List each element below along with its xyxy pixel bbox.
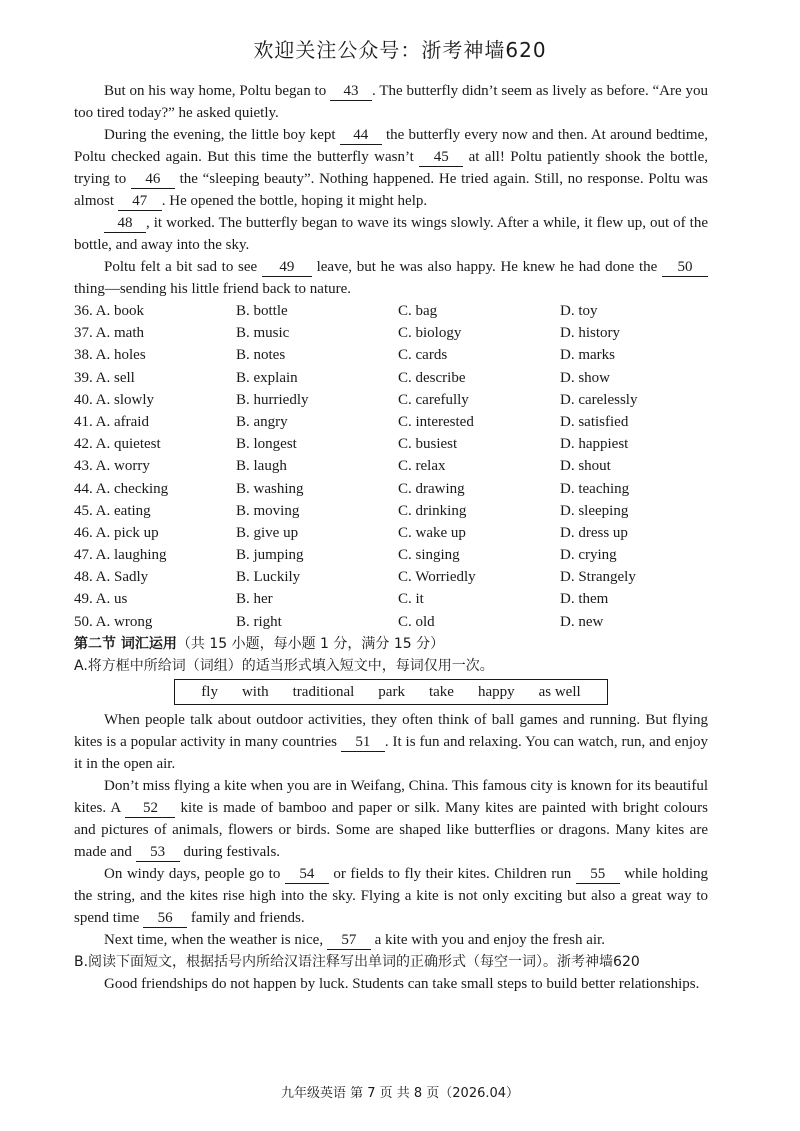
text: the “sleeping beauty”. Nothing happened. He tried again. Still, no response. Poltu was almost [74,171,708,209]
option-d: D. crying [560,547,617,564]
option-c: C. it [398,591,424,608]
text: leave, but he was also happy. He knew he had done the [311,259,662,275]
option-a: 42. A. quietest [74,436,161,453]
option-d: D. Strangely [560,569,636,586]
option-row [74,411,708,433]
option-b: B. give up [236,524,299,541]
option-d: D. toy [560,303,598,319]
blank-54: 54 [285,866,329,884]
text: kite is made of bamboo and paper or silk. Many kites are painted with bright colours and pictures of animals, flowers or birds. Some are shaped like butterflies or dragons. Many kites are made and [74,799,708,860]
text: Next time, when the weather is nice, [104,931,327,948]
option-row [74,566,708,588]
option-row [74,522,708,544]
text: a kite with you and enjoy the fresh air. [370,931,605,948]
option-row [74,300,708,322]
option-d: D. teaching [560,480,630,497]
paragraph [74,212,708,256]
option-c: C. busiest [398,436,458,453]
option-a: 39. A. sell [74,369,135,386]
option-c: C. bag [398,303,438,319]
page-header: 欢迎关注公众号：浙考神墙620 [253,38,547,62]
option-c: C. Worriedly [398,569,476,586]
option-d: D. show [560,369,611,386]
option-b: B. washing [236,480,304,497]
option-a: 47. A. laughing [74,547,167,564]
part-a-instruction: A.将方框中所给词（词组）的适当形式填入短文中，每词仅用一次。 [74,657,494,674]
options-list [74,300,708,633]
word-box-item: traditional [292,683,355,700]
option-a: 49. A. us [74,591,128,608]
option-a: 38. A. holes [74,347,146,364]
text: When people talk about outdoor activities, they often think of ball games and running. But flying kites is a popular activity in many countries [74,711,708,750]
option-c: C. drinking [398,502,467,519]
paragraph [74,256,708,300]
blank-47: 47 [118,193,162,211]
option-c: C. old [398,613,435,630]
paragraph [74,929,708,951]
text: But on his way home, Poltu began to [104,83,331,99]
section-title: 第二节 词汇运用 [74,635,177,652]
option-row [74,544,708,566]
text: . It is fun and relaxing. You can watch, run, and enjoy it in the open air. [74,733,708,772]
word-box-item: park [378,683,405,700]
option-b: B. moving [236,502,300,519]
option-b: B. bottle [236,303,288,319]
option-c: C. singing [398,547,460,564]
option-a: 45. A. eating [74,502,151,519]
option-row [74,344,708,366]
option-row [74,611,708,633]
option-d: D. new [560,613,604,630]
option-row [74,478,708,500]
option-a: 48. A. Sadly [74,569,149,586]
option-d: D. marks [560,347,615,364]
option-c: C. cards [398,347,448,364]
option-a: 40. A. slowly [74,391,155,408]
blank-55: 55 [576,866,620,884]
option-d: D. history [560,325,620,342]
word-box-wrapper [74,679,708,705]
option-b: B. laugh [236,458,287,475]
word-box-item: take [428,683,454,700]
blank-56: 56 [143,910,187,928]
paragraph [74,124,708,212]
option-a: 36. A. book [74,303,145,319]
word-box-item: with [241,683,269,700]
blank-52: 52 [125,800,175,818]
option-row [74,500,708,522]
paragraph [74,709,708,775]
blank-49: 49 [262,259,312,277]
option-a: 37. A. math [74,325,144,342]
option-a: 41. A. afraid [74,413,149,430]
option-d: D. carelessly [560,391,638,408]
blank-43: 43 [330,83,372,101]
blank-48: 48 [104,215,146,233]
word-box-item: as well [538,683,581,700]
text: . He opened the bottle, hoping it might help. [161,193,428,209]
option-c: C. describe [398,369,466,386]
text: the butterfly every now and then. At around bedtime, Poltu checked again. But this time the butterfly wasn’t [74,127,709,165]
text: , it worked. The butterfly began to wave its wings slowly. After a while, it flew up, out of the bottle, and away into the sky. [74,215,708,253]
text: Don’t miss flying a kite when you are in Weifang, China. This famous city is known for its beautiful kites. A [74,777,708,816]
page-footer: 九年级英语 第 7 页 共 8 页（2026.04） [280,1086,520,1101]
option-row [74,322,708,344]
option-row [74,389,708,411]
text: . The butterfly didn’t seem as lively as before. “Are you too tired today?” he asked quietly. [74,83,708,121]
option-c: C. relax [398,458,446,475]
option-c: C. wake up [398,524,466,541]
option-b: B. hurriedly [236,391,309,408]
text: On windy days, people go to [104,865,285,882]
option-d: D. them [560,591,609,608]
option-row [74,588,708,610]
text: During the evening, the little boy kept [104,127,340,143]
option-d: D. shout [560,458,611,475]
option-b: B. jumping [236,547,304,564]
word-box [174,679,607,705]
section-heading [74,633,708,655]
option-b: B. explain [236,369,298,386]
paragraph [74,863,708,929]
option-a: 44. A. checking [74,480,169,497]
paragraph [74,80,708,124]
text: family and friends. [187,909,305,926]
part-b-instruction: B.阅读下面短文，根据括号内所给汉语注释写出单词的正确形式（每空一词）。浙考神墙620 [74,953,640,970]
option-row [74,433,708,455]
option-a: 43. A. worry [74,458,150,475]
text: during festivals. [179,843,281,860]
option-row [74,455,708,477]
text: at all! Poltu patiently shook the bottle, trying to [74,149,708,187]
option-b: B. angry [236,413,288,430]
option-a: 50. A. wrong [74,613,153,630]
option-d: D. happiest [560,436,629,453]
option-d: D. dress up [560,524,628,541]
blank-44: 44 [340,127,382,145]
option-b: B. music [236,325,290,342]
section-note: （共 15 小题，每小题 1 分，满分 15 分） [176,635,445,652]
option-c: C. drawing [398,480,465,497]
blank-45: 45 [419,149,463,167]
paragraph: Good friendships do not happen by luck. Students can take small steps to build better relationships. [104,975,700,992]
option-a: 46. A. pick up [74,524,159,541]
blank-57: 57 [327,932,371,950]
text: Poltu felt a bit sad to see [104,259,262,275]
option-b: B. longest [236,436,297,453]
blank-46: 46 [131,171,175,189]
option-b: B. her [236,591,273,608]
option-b: B. Luckily [236,569,301,586]
blank-53: 53 [136,844,180,862]
text: while holding the string, and the kites rise high into the sky. Flying a kite is not only exciting but also a great way to spend time [74,865,708,926]
blank-50: 50 [662,259,708,277]
option-row [74,367,708,389]
option-c: C. biology [398,325,462,342]
option-b: B. notes [236,347,286,364]
exam-body [74,80,708,995]
option-c: C. interested [398,413,474,430]
blank-51: 51 [341,734,385,752]
paragraph [74,775,708,863]
option-d: D. satisfied [560,413,629,430]
text: thing—sending his little friend back to nature. [74,281,352,297]
word-box-item: happy [477,683,515,700]
word-box-item: fly [201,683,218,700]
text: or fields to fly their kites. Children run [328,865,576,882]
option-d: D. sleeping [560,502,629,519]
option-c: C. carefully [398,391,469,408]
option-b: B. right [236,613,282,630]
